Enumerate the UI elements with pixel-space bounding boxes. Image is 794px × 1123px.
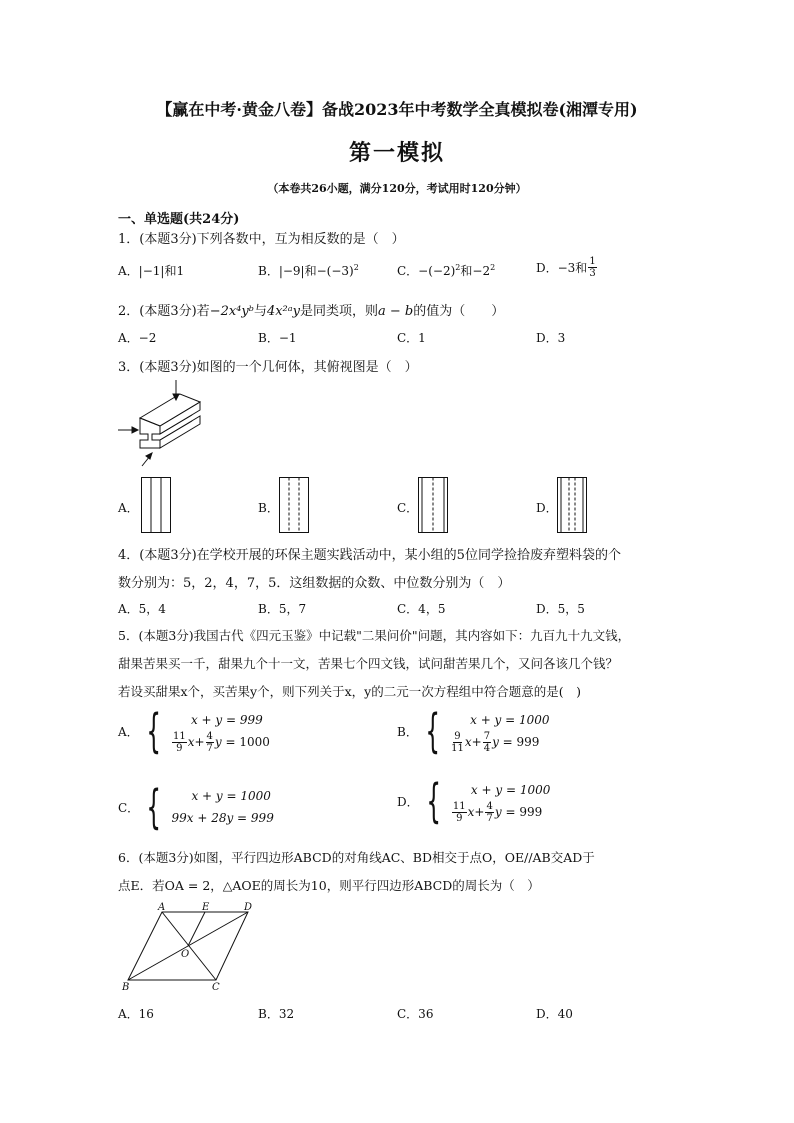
q1-option-a: A．|−1|和1: [118, 264, 185, 278]
q2-stem: 2．(本题3分)若−2x⁴yᵇ与4x²ᵃy是同类项，则a − b的值为（ ）: [118, 304, 505, 319]
q3-stem: 3．(本题3分)如图的一个几何体，其俯视图是（ ）: [118, 360, 418, 375]
q5-line1: 5．(本题3分)我国古代《四元玉鉴》中记载"二果问价"问题，其内容如下：九百九十九文钱，: [118, 628, 631, 643]
label-d: D: [244, 902, 253, 913]
q3-option-d: D．: [536, 501, 558, 515]
exam-note: （本卷共26小题，满分120分，考试用时120分钟）: [267, 182, 527, 195]
section-heading: 一、单选题(共24分): [118, 212, 240, 227]
q4-option-a: A．5，4: [118, 602, 166, 616]
q6-option-b: B．32: [258, 1007, 295, 1021]
q1-option-c: C．$-(-2)^2$和$-2^2$: [397, 263, 496, 278]
label-e: E: [202, 902, 210, 913]
q3-solid-figure: [116, 378, 216, 470]
q3-option-b: B．: [258, 501, 279, 515]
q2-option-a: A．−2: [118, 331, 157, 345]
q3-view-c: [418, 477, 450, 534]
q6-parallelogram-figure: [118, 900, 268, 994]
q3-view-b: [279, 477, 311, 534]
q5-option-a: A． { x + y = 999 $\frac{11}{9}$ x + $\frac{4}{7}$ y = 1000: [118, 704, 270, 758]
q2-option-b: B．−1: [258, 331, 297, 345]
exam-title: 第一模拟: [348, 140, 445, 166]
q3-option-c: C．: [397, 501, 419, 515]
q1-option-d: D．−3和 $\frac{1}{3}$: [536, 256, 596, 279]
q3-view-d: [557, 477, 589, 534]
q4-option-b: B．5，7: [258, 602, 307, 616]
label-a: A: [158, 902, 166, 913]
q2-option-d: D．3: [536, 331, 566, 345]
q6-option-d: D．40: [536, 1007, 573, 1021]
q5-line2: 甜果苦果买一千，甜果九个十一文，苦果七个四文钱，试问甜苦果几个，又问各该几个钱？: [118, 656, 619, 671]
q6-option-c: C．36: [397, 1007, 434, 1021]
q5-option-b: B． { x + y = 1000 $\frac{9}{11}$ x + $\frac{7}{4}$ y = 999: [397, 704, 550, 758]
exam-header: 【赢在中考·黄金八卷】备战2023年中考数学全真模拟卷(湘潭专用): [156, 100, 638, 119]
label-o: O: [181, 949, 190, 960]
q4-option-c: C．4，5: [397, 602, 446, 616]
q3-view-a: [141, 477, 173, 534]
q1-option-b: B．|−9|和$-(-3)^2$: [258, 263, 359, 278]
q4-option-d: D．5，5: [536, 602, 585, 616]
q3-option-a: A．: [118, 501, 139, 515]
q6-line2: 点E．若OA = 2，△AOE的周长为10，则平行四边形ABCD的周长为（ ）: [118, 878, 540, 893]
q4-line1: 4．(本题3分)在学校开展的环保主题实践活动中，某小组的5位同学捡拾废弃塑料袋的个: [118, 548, 621, 563]
q6-option-a: A．16: [118, 1007, 154, 1021]
label-b: B: [122, 982, 130, 993]
q1-stem: 1．(本题3分)下列各数中，互为相反数的是（ ）: [118, 232, 405, 247]
q5-line3: 若设买甜果x个，买苦果y个，则下列关于x，y的二元一次方程组中符合题意的是( ): [118, 684, 581, 699]
q5-option-d: D． { x + y = 1000 $\frac{11}{9}$ x + $\frac{4}{7}$ y = 999: [397, 774, 551, 828]
q2-option-c: C．1: [397, 331, 426, 345]
q6-line1: 6．(本题3分)如图，平行四边形ABCD的对角线AC、BD相交于点O，OE//AB交AD于: [118, 850, 595, 865]
q5-option-c: C． { x + y = 1000 99x + 28y = 999: [118, 780, 274, 834]
label-c: C: [212, 982, 220, 993]
q4-line2: 数分别为：5，2，4，7，5．这组数据的众数、中位数分别为（ ）: [118, 576, 511, 591]
